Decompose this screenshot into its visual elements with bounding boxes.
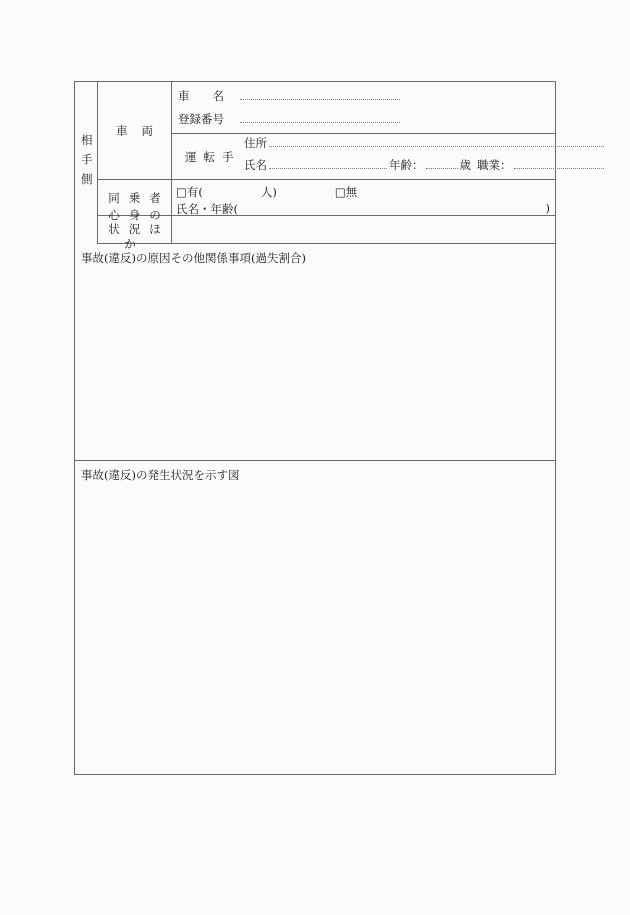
driver-age-label: 年齢： [389, 157, 424, 172]
passenger-count-unit: 人) [260, 185, 277, 199]
driver-address-label: 住所 [244, 135, 267, 150]
driver-label: 運転手 [185, 149, 241, 164]
passenger-name-age-paren-close: ) [545, 201, 550, 215]
passenger-yes-checkbox[interactable]: □有( [176, 185, 203, 199]
car-name-label: 車 名 [178, 89, 224, 103]
driver-occupation-label: 職業： [477, 157, 512, 172]
row-label-condition [97, 207, 171, 251]
driver-name-input[interactable] [269, 157, 387, 169]
passenger-no-checkbox[interactable]: □無 [334, 185, 358, 199]
registration-number-input[interactable] [240, 111, 400, 123]
accident-report-form [74, 81, 556, 775]
passenger-cell [171, 180, 556, 216]
side-label-text: 相手側 [79, 133, 94, 193]
car-name-row [178, 88, 556, 111]
car-name-input[interactable] [240, 88, 400, 100]
vehicle-identification-cell [171, 82, 556, 134]
section-accident-diagram-title: 事故(違反)の発生状況を示す図 [81, 468, 240, 482]
driver-age-input[interactable] [426, 157, 458, 169]
registration-number-label: 登録番号 [178, 112, 224, 126]
driver-fields [244, 135, 610, 179]
registration-number-row [178, 111, 556, 134]
row-label-condition-line2: 状況ほか [108, 222, 170, 251]
driver-occupation-input[interactable] [514, 157, 604, 169]
row-label-vehicle-text: 車両 [116, 123, 167, 138]
driver-address-row [244, 135, 606, 157]
section-accident-cause-title: 事故(違反)の原因その他関係事項(過失割合) [81, 251, 306, 265]
driver-name-label: 氏名 [244, 157, 267, 172]
side-label-opposing-party [75, 82, 97, 244]
driver-cell [171, 134, 556, 180]
driver-address-input[interactable] [269, 135, 604, 147]
driver-name-age-occupation-row [244, 157, 606, 179]
row-label-condition-line1: 心身の [108, 207, 170, 222]
condition-value-cell[interactable] [171, 216, 556, 244]
row-label-passenger-text: 同乗者 [108, 190, 170, 205]
driver-age-unit: 歳 [459, 157, 471, 172]
passenger-name-age-label: 氏名・年齢( [176, 202, 238, 216]
passenger-presence-row [176, 184, 556, 201]
section-accident-cause[interactable] [75, 244, 556, 461]
row-label-vehicle [97, 82, 171, 180]
section-accident-diagram[interactable] [75, 461, 556, 775]
